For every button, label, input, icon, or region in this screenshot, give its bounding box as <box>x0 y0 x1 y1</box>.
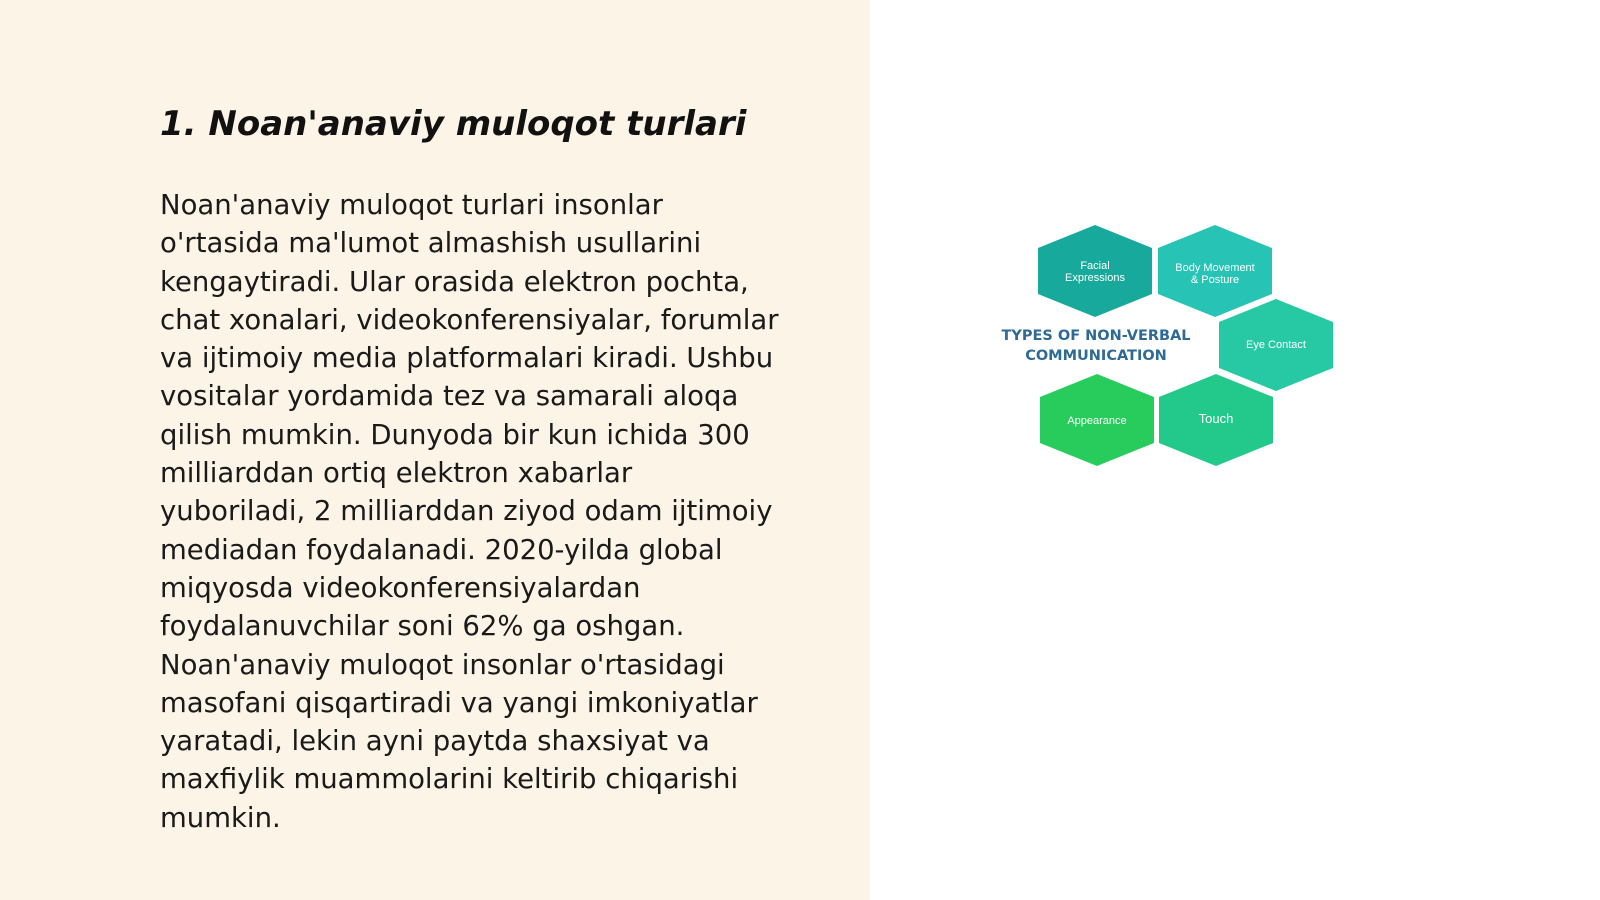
hex-label-line: Touch <box>1198 411 1234 426</box>
body-line: va ijtimoiy media platformalari kiradi. Ushbu <box>160 342 774 375</box>
hex-label-line: Body Movement <box>1175 262 1255 274</box>
hex-label-line: Facial <box>1080 260 1110 272</box>
body-line: Noan'anaviy muloqot turlari insonlar <box>160 189 663 221</box>
body-line: mumkin. <box>160 801 281 834</box>
nonverbal-types-diagram <box>990 215 1410 475</box>
body-line: masofani qisqartiradi va yangi imkoniyatlar <box>160 686 758 719</box>
body-line: o'rtasida ma'lumot almashish usullarini <box>160 227 702 260</box>
body-line: yuboriladi, 2 milliarddan ziyod odam ijtimoiy <box>160 495 773 528</box>
hex-label-line: Appearance <box>1067 415 1127 427</box>
hex-label-line: & Posture <box>1190 274 1240 286</box>
body-line: vositalar yordamida tez va samarali aloqa <box>160 380 739 413</box>
body-line: yaratadi, lekin ayni paytda shaxsiyat va <box>160 725 710 758</box>
hex-label-touch <box>1161 413 1271 425</box>
body-line: mediadan foydalanadi. 2020-yilda global <box>160 533 723 566</box>
body-line: milliarddan ortiq elektron xabarlar <box>160 457 633 490</box>
body-line: Noan'anaviy muloqot insonlar o'rtasidagi <box>160 648 725 681</box>
slide-title: 1. Noan'anaviy muloqot turlari <box>160 104 747 144</box>
hex-label-line: Eye Contact <box>1246 339 1306 351</box>
hex-label-appearance <box>1042 415 1152 427</box>
diagram-title-line: COMMUNICATION <box>1025 348 1167 364</box>
hex-label-line: Expressions <box>1065 272 1125 284</box>
body-line: miqyosda videokonferensiyalardan <box>160 571 641 604</box>
body-line: kengaytiradi. Ular orasida elektron pochta, <box>160 265 749 298</box>
diagram-title <box>990 326 1202 366</box>
body-line: qilish mumkin. Dunyoda bir kun ichida 300 <box>160 418 750 451</box>
hex-label-facial-expressions <box>1040 260 1150 284</box>
diagram-title-line: TYPES OF NON-VERBAL <box>1001 328 1191 344</box>
hex-label-body-movement <box>1160 262 1270 286</box>
body-line: foydalanuvchilar soni 62% ga oshgan. <box>160 610 685 643</box>
body-line: chat xonalari, videokonferensiyalar, forumlar <box>160 303 779 336</box>
body-line: maxfiylik muammolarini keltirib chiqarishi <box>160 763 739 796</box>
slide-body <box>160 186 840 837</box>
hex-label-eye-contact <box>1221 339 1331 351</box>
